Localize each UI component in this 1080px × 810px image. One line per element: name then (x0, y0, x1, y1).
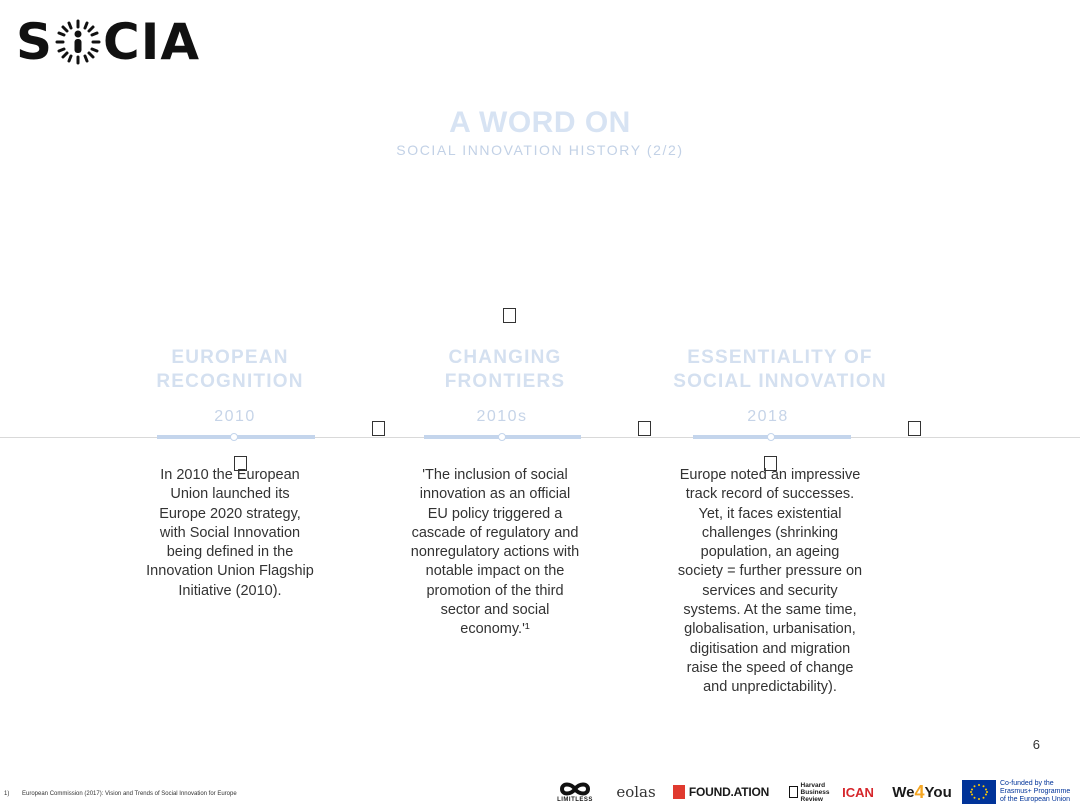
eu-line: of the European Union (1000, 796, 1071, 803)
heading-line: RECOGNITION (156, 371, 304, 392)
body-line: notable impact on the (425, 563, 565, 580)
body-line: challenges (shrinking (701, 524, 839, 541)
body-line: population, an ageing (700, 544, 840, 561)
column-body-european-recognition (125, 466, 335, 601)
body-line: promotion of the third (426, 582, 564, 599)
column-body-changing-frontiers (390, 466, 600, 640)
eu-flag-icon (962, 780, 996, 804)
heading-line: SOCIAL INNOVATION (673, 371, 887, 392)
body-line: globalisation, urbanisation, (684, 621, 856, 638)
missing-glyph-icon (372, 421, 385, 436)
hbr-line: Business (800, 788, 830, 796)
page-number: 6 (1032, 737, 1040, 752)
hbr-line: Review (800, 795, 823, 803)
infinity-icon (558, 781, 592, 797)
hbr-text (801, 782, 830, 803)
body-line: sector and social (440, 602, 550, 619)
foundation-label: FOUND.ATION (688, 785, 770, 799)
we4you-logo (888, 778, 956, 806)
body-line: EU policy triggered a (427, 505, 563, 522)
missing-glyph-icon (503, 308, 516, 323)
body-line: raise the speed of change (686, 659, 854, 676)
missing-glyph-icon (638, 421, 651, 436)
limitless-logo (553, 778, 597, 806)
foundation-mark-icon (673, 785, 685, 799)
heading-line: ESSENTIALITY OF (687, 347, 873, 368)
body-line: economy.'¹ (460, 621, 530, 638)
socia-logo (16, 14, 200, 70)
we4you-part: You (924, 783, 952, 801)
column-heading-european-recognition (120, 346, 340, 394)
eu-line: Co-funded by the (1000, 780, 1054, 787)
body-line: Yet, it faces existential (698, 505, 842, 522)
footnote-text: European Commission (2017): Vision and Trends of Social Innovation for Europe (22, 791, 237, 797)
body-line: Initiative (2010). (178, 582, 282, 599)
foundation-logo (668, 778, 774, 806)
body-line: society = further pressure on (677, 563, 863, 580)
body-line: services and security (702, 582, 838, 599)
body-line: 'The inclusion of social (422, 467, 568, 483)
body-line: Europe noted an impressive (679, 467, 861, 483)
body-line: nonregulatory actions with (410, 544, 580, 561)
year-label: 2010 (214, 408, 256, 425)
slide-title: A WORD ON (449, 106, 631, 139)
body-line: Innovation Union Flagship (146, 563, 314, 580)
ican-label: ICAN (842, 784, 874, 800)
limitless-label: LIMITLESS (557, 797, 593, 803)
ican-logo (838, 778, 878, 806)
logo-text-right: CIA (103, 13, 201, 71)
footnote-number: 1) (4, 791, 10, 797)
body-line: In 2010 the European (160, 467, 300, 483)
column-heading-essentiality (650, 346, 910, 394)
body-line: innovation as an official (419, 486, 571, 503)
eu-text (1000, 780, 1070, 804)
timeline-marker (230, 433, 238, 441)
missing-glyph-icon (908, 421, 921, 436)
eu-line: Erasmus+ Programme (1000, 788, 1071, 795)
body-line: track record of successes. (685, 486, 855, 503)
we4you-part: 4 (914, 781, 925, 802)
body-line: and unpredictability). (703, 679, 837, 696)
shield-icon (789, 786, 798, 798)
eu-erasmus-logo (962, 778, 1076, 806)
body-line: Europe 2020 strategy, (159, 505, 301, 522)
eolas-label: eolas (616, 783, 656, 801)
body-line: Union launched its (170, 486, 290, 503)
year-label: 2018 (747, 408, 789, 425)
heading-line: EUROPEAN (171, 347, 289, 368)
timeline-marker (498, 433, 506, 441)
logo-text-left: S (16, 13, 54, 71)
we4you-part: We (892, 783, 915, 801)
sun-person-icon (55, 19, 101, 65)
hbr-line: Harvard (800, 781, 826, 789)
slide-subtitle: SOCIAL INNOVATION HISTORY (2/2) (396, 142, 684, 158)
column-heading-changing-frontiers (395, 346, 615, 394)
body-line: systems. At the same time, (683, 602, 857, 619)
body-line: cascade of regulatory and (411, 524, 579, 541)
body-line: digitisation and migration (689, 640, 851, 657)
body-line: being defined in the (166, 544, 294, 561)
column-body-essentiality (655, 466, 885, 698)
timeline-marker (767, 433, 775, 441)
heading-line: CHANGING (448, 347, 562, 368)
year-label: 2010s (476, 408, 528, 425)
heading-line: FRONTIERS (444, 371, 566, 392)
body-line: with Social Innovation (159, 524, 301, 541)
hbr-logo (784, 778, 834, 806)
eolas-logo (612, 778, 660, 806)
